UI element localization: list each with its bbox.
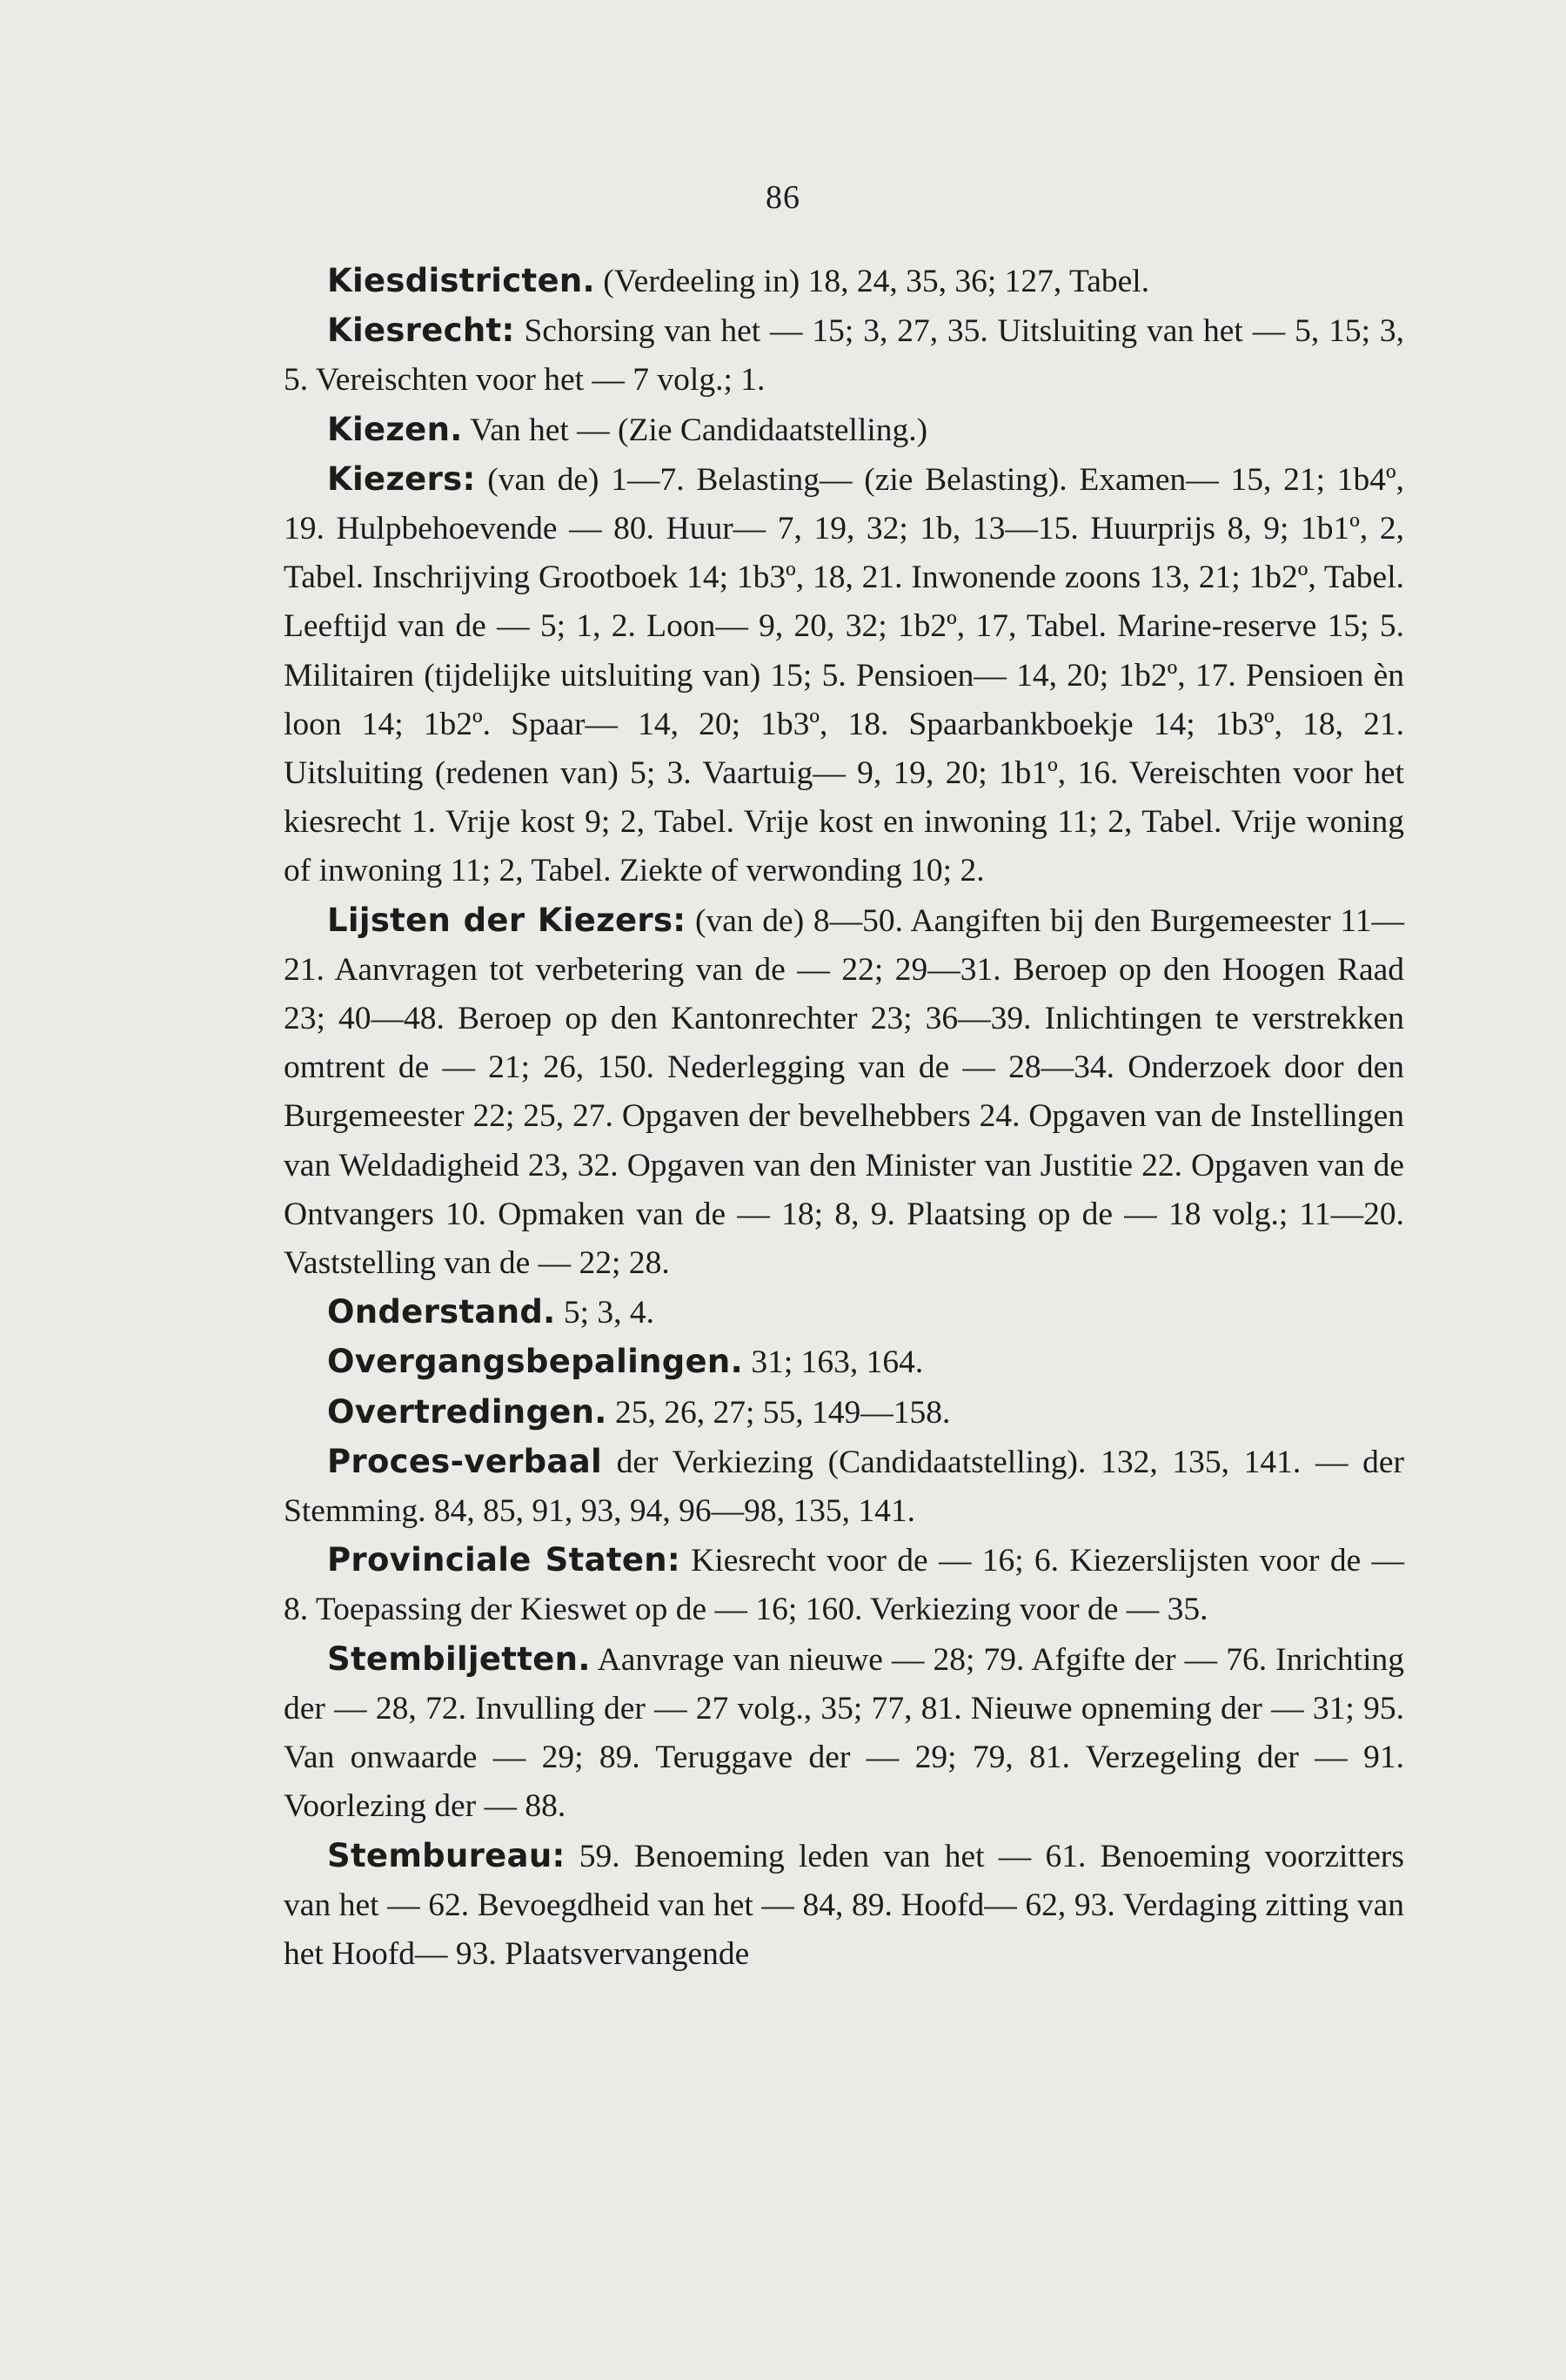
entry-headword: Stembiljetten. [327,1639,591,1678]
entry-text: Van het — (Zie Candidaatstelling.) [462,412,928,448]
index-entry [284,306,1404,405]
entry-headword: Provinciale Staten: [327,1541,680,1579]
entry-text: (van de) 1—7. Belasting— (zie Belasting). Examen— 15, 21; 1b4º, 19. Hulpbehoevende — 80. Huur— 7, 19, 32; 1b, 13—15. Huurprijs 8, 9; 1b1º, 2, Tabel. Inschrijving Grootboek 14; 1b3º, 18, 21. Inwonende zoons 13, 21; 1b2º, Tabel. Leeftijd van de — 5; 1, 2. Loon— 9, 20, 32; 1b2º, 17, Tabel. Marine-reserve 15; 5. Militairen (tijdelijke uitsluiting van) 15; 5. Pensioen— 14, 20; 1b2º, 17. Pensioen èn loon 14; 1b2º. Spaar— 14, 20; 1b3º, 18. Spaarbankboekje 14; 1b3º, 18, 21. Uitsluiting (redenen van) 5; 3. Vaartuig— 9, 19, 20; 1b1º, 16. Vereischten voor het kiesrecht 1. Vrije kost 9; 2, Tabel. Vrije kost en inwoning 11; 2, Tabel. Vrije woning of inwoning 11; 2, Tabel. Ziekte of verwonding 10; 2. [284,461,1404,889]
page-number: 86 [766,179,800,216]
entry-headword: Lijsten der Kiezers: [327,901,686,939]
entry-headword: Proces-verbaal [327,1442,602,1480]
entry-headword: Kiezen. [327,410,463,448]
index-entry [284,1536,1404,1634]
index-entries [284,257,1404,1979]
index-entry [284,455,1404,896]
index-entry [284,896,1404,1289]
entry-headword: Kiesdistricten. [327,262,595,299]
entry-text: Aanvrage van nieuwe — 28; 79. Afgifte der — 76. Inrichting der — 28, 72. Invulling der — 27 volg., 35; 77, 81. Nieuwe opneming der — 31; 95. Van onwaarde — 29; 89. Teruggave der — 29; 79, 81. Verzegeling der — 91. Voorlezing der — 88. [284,1641,1404,1825]
entry-text: der Verkiezing (Candidaatstelling). 132, 135, 141. — der Stemming. 84, 85, 91, 93, 94, 96—98, 135, 141. [284,1444,1404,1530]
entry-text: 25, 26, 27; 55, 149—158. [606,1394,951,1431]
index-entry [284,1438,1404,1536]
entry-text: (van de) 8—50. Aangiften bij den Burgemeester 11—21. Aanvragen tot verbetering van de — 22; 29—31. Beroep op den Hoogen Raad 23; 40—48. Beroep op den Kantonrechter 23; 36—39. Inlichtingen te verstrekken omtrent de — 21; 26, 150. Nederlegging van de — 28—34. Onderzoek door den Burgemeester 22; 25, 27. Opgaven der bevelhebbers 24. Opgaven van de Instellingen van Weldadigheid 23, 32. Opgaven van den Minister van Justitie 22. Opgaven van de Ontvangers 10. Opmaken van de — 18; 8, 9. Plaatsing op de — 18 volg.; 11—20. Vaststelling van de — 22; 28. [284,902,1404,1282]
entry-headword: Overtredingen. [327,1392,607,1431]
entry-headword: Stembureau: [327,1836,566,1874]
index-entry [284,1288,1404,1337]
index-entry [284,1635,1404,1832]
entry-text: Kiesrecht voor de — 16; 6. Kiezerslijsten voor de — 8. Toepassing der Kieswet op de — 16; 160. Verkiezing voor de — 35. [284,1543,1404,1628]
index-entry [284,406,1404,455]
entry-headword: Kiezers: [327,459,476,498]
entry-text: 5; 3, 4. [555,1295,655,1331]
entry-headword: Kiesrecht: [327,312,515,350]
entry-headword: Onderstand. [327,1293,556,1331]
entry-text: (Verdeeling in) 18, 24, 35, 36; 127, Tabel. [594,264,1150,299]
index-entry [284,257,1404,306]
index-entry [284,1388,1404,1438]
index-entry [284,1337,1404,1387]
entry-headword: Overgangsbepalingen. [327,1343,743,1381]
entry-text: Schorsing van het — 15; 3, 27, 35. Uitsluiting van het — 5, 15; 3, 5. Vereischten voor het — 7 volg.; 1. [284,313,1404,399]
index-entry [284,1832,1404,1980]
entry-text: 59. Benoeming leden van het — 61. Benoeming voorzitters van het — 62. Bevoegdheid van het — 84, 89. Hoofd— 62, 93. Verdaging zitting van het Hoofd— 93. Plaatsvervangende [284,1838,1404,1972]
entry-text: 31; 163, 164. [742,1344,924,1381]
